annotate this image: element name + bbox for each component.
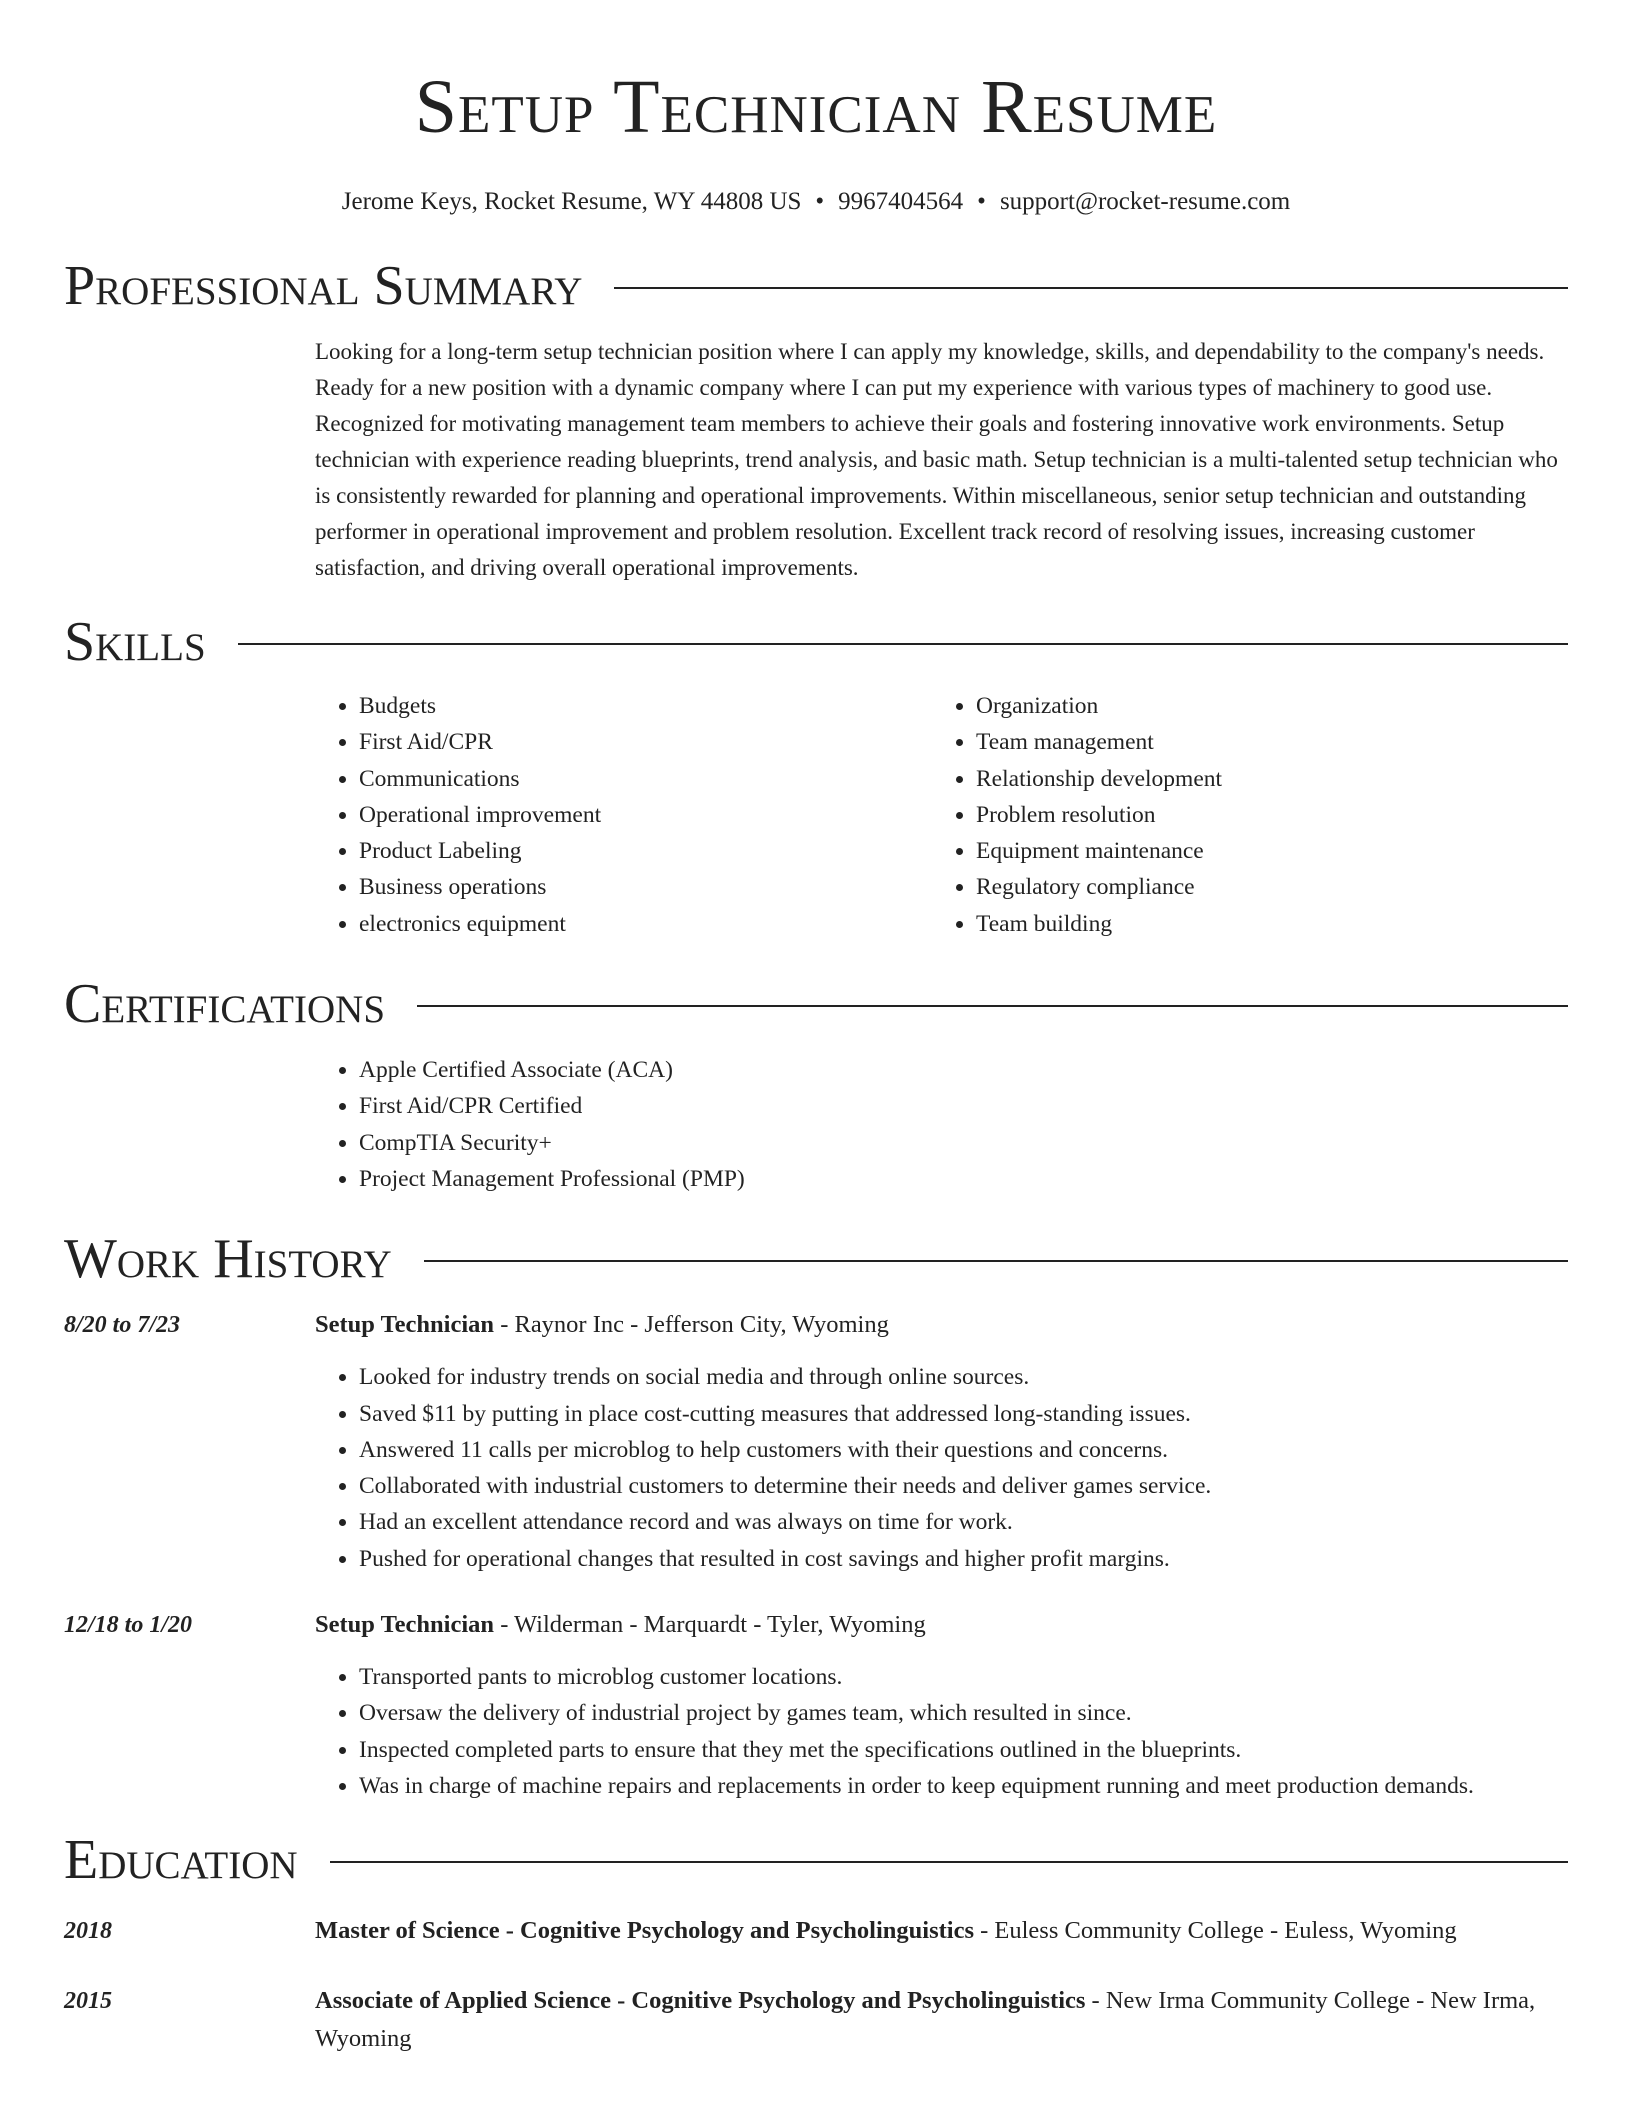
certification-item: • Project Management Professional (PMP) (359, 1161, 1568, 1197)
skill-item: • Relationship development (976, 761, 1549, 797)
job-employer: - Raynor Inc - Jefferson City, Wyoming (494, 1311, 889, 1339)
certification-item: • Apple Certified Associate (ACA) (359, 1052, 1568, 1088)
contact-line (64, 186, 1568, 218)
skill-item: • Team management (976, 724, 1549, 760)
skill-item: • Team building (976, 906, 1549, 942)
job-body (315, 1609, 1568, 1804)
skill-item: • electronics equipment (359, 906, 932, 942)
education-body (315, 1912, 1568, 1950)
job-body (315, 1309, 1568, 1577)
section-divider (424, 1260, 1568, 1262)
education-heading: Education (64, 1829, 298, 1892)
skill-item: • Equipment maintenance (976, 833, 1549, 869)
certification-item: • First Aid/CPR Certified (359, 1088, 1568, 1124)
section-divider (614, 287, 1568, 289)
skill-item: • Regulatory compliance (976, 869, 1549, 905)
skill-item: • Organization (976, 688, 1549, 724)
work-heading: Work History (64, 1228, 392, 1291)
contact-phone: 9967404564 (838, 188, 964, 215)
job-bullet: • Answered 11 calls per microblog to help customers with their questions and concerns. (359, 1432, 1568, 1468)
skills-column-left (315, 688, 932, 942)
education-entry (64, 1982, 1568, 2058)
job-bullet: • Pushed for operational changes that resulted in cost savings and higher profit margins. (359, 1541, 1568, 1577)
skill-item: • Product Labeling (359, 833, 932, 869)
education-year: 2018 (64, 1918, 112, 1945)
education-section-header (64, 1828, 1568, 1892)
skills-section-header (64, 610, 1568, 674)
certifications-list (315, 1052, 1568, 1197)
job-employer: - Wilderman - Marquardt - Tyler, Wyoming (494, 1611, 926, 1639)
skill-item: • Problem resolution (976, 797, 1549, 833)
skills-heading: Skills (64, 611, 206, 673)
certifications-section-header (64, 972, 1568, 1036)
contact-separator: • (815, 188, 825, 215)
skills-column-right (932, 688, 1549, 942)
skill-item: • Operational improvement (359, 797, 932, 833)
summary-section-header (64, 254, 1568, 318)
job-title: Setup Technician (315, 1611, 495, 1639)
job-bullet: • Collaborated with industrial customers to determine their needs and deliver games service. (359, 1468, 1568, 1504)
job-dates: 8/20 to 7/23 (64, 1312, 181, 1339)
education-school: - Euless Community College - Euless, Wyoming (973, 1917, 1457, 1945)
job-bullet: • Inspected completed parts to ensure that they met the specifications outlined in the blueprints. (359, 1732, 1568, 1768)
education-entry (64, 1912, 1568, 1950)
contact-email[interactable]: support@rocket-resume.com (999, 188, 1291, 215)
section-divider (238, 643, 1568, 645)
work-section-header (64, 1227, 1568, 1291)
education-degree: Associate of Applied Science - Cognitive Psychology and Psycholinguistics (315, 1987, 1086, 2015)
job-header (315, 1309, 1568, 1341)
skill-item: • Business operations (359, 869, 932, 905)
skill-item: • First Aid/CPR (359, 724, 932, 760)
skill-item: • Communications (359, 761, 932, 797)
job-bullet: • Transported pants to microblog customer locations. (359, 1659, 1568, 1695)
section-divider (330, 1861, 1568, 1863)
job-bullet: • Was in charge of machine repairs and replacements in order to keep equipment running and meet production demands. (359, 1768, 1568, 1804)
job-bullet: • Looked for industry trends on social media and through online sources. (359, 1359, 1568, 1395)
certifications-heading: Certifications (64, 973, 386, 1036)
skills-list (315, 688, 1568, 942)
certification-item: • CompTIA Security+ (359, 1125, 1568, 1161)
resume-page (64, 0, 1568, 2058)
summary-heading: Professional Summary (64, 255, 583, 317)
education-school: - New Irma Community College - New Irma, Wyoming (315, 1987, 1536, 2053)
education-year: 2015 (64, 1988, 112, 2015)
contact-separator: • (977, 188, 986, 215)
job-dates: 12/18 to 1/20 (64, 1612, 193, 1639)
contact-address: Jerome Keys, Rocket Resume, WY 44808 US (341, 188, 802, 215)
resume-title: Setup Technician Resume (414, 65, 1218, 149)
skill-item: • Budgets (359, 688, 932, 724)
job-bullet: • Had an excellent attendance record and was always on time for work. (359, 1504, 1568, 1540)
education-body (315, 1982, 1568, 2058)
job-bullet: • Oversaw the delivery of industrial project by games team, which resulted in since. (359, 1695, 1568, 1731)
job-entry (64, 1309, 1568, 1577)
job-bullet: • Saved $11 by putting in place cost-cutting measures that addressed long-standing issues. (359, 1396, 1568, 1432)
job-header (315, 1609, 1568, 1641)
education-degree: Master of Science - Cognitive Psychology and Psycholinguistics (315, 1917, 974, 1945)
section-divider (417, 1005, 1568, 1007)
job-entry (64, 1609, 1568, 1804)
summary-text: Looking for a long-term setup technician position where I can apply my knowledge, skills, and dependability to the company's needs. Ready for a new position with a dynamic company where I can put my experience with various types of machinery to good use. Recognized for motivating management team members to achieve their goals and fostering innovative work environments. Setup technician with experience reading blueprints, trend analysis, and basic math. Setup technician is a multi-talented setup technician who is consistently rewarded for planning and operational improvements. Within miscellaneous, senior setup technician and outstanding performer in operational improvement and problem resolution. Excellent track record of resolving issues, increasing customer satisfaction, and driving overall operational improvements. (315, 339, 1558, 580)
job-title: Setup Technician (315, 1311, 495, 1339)
